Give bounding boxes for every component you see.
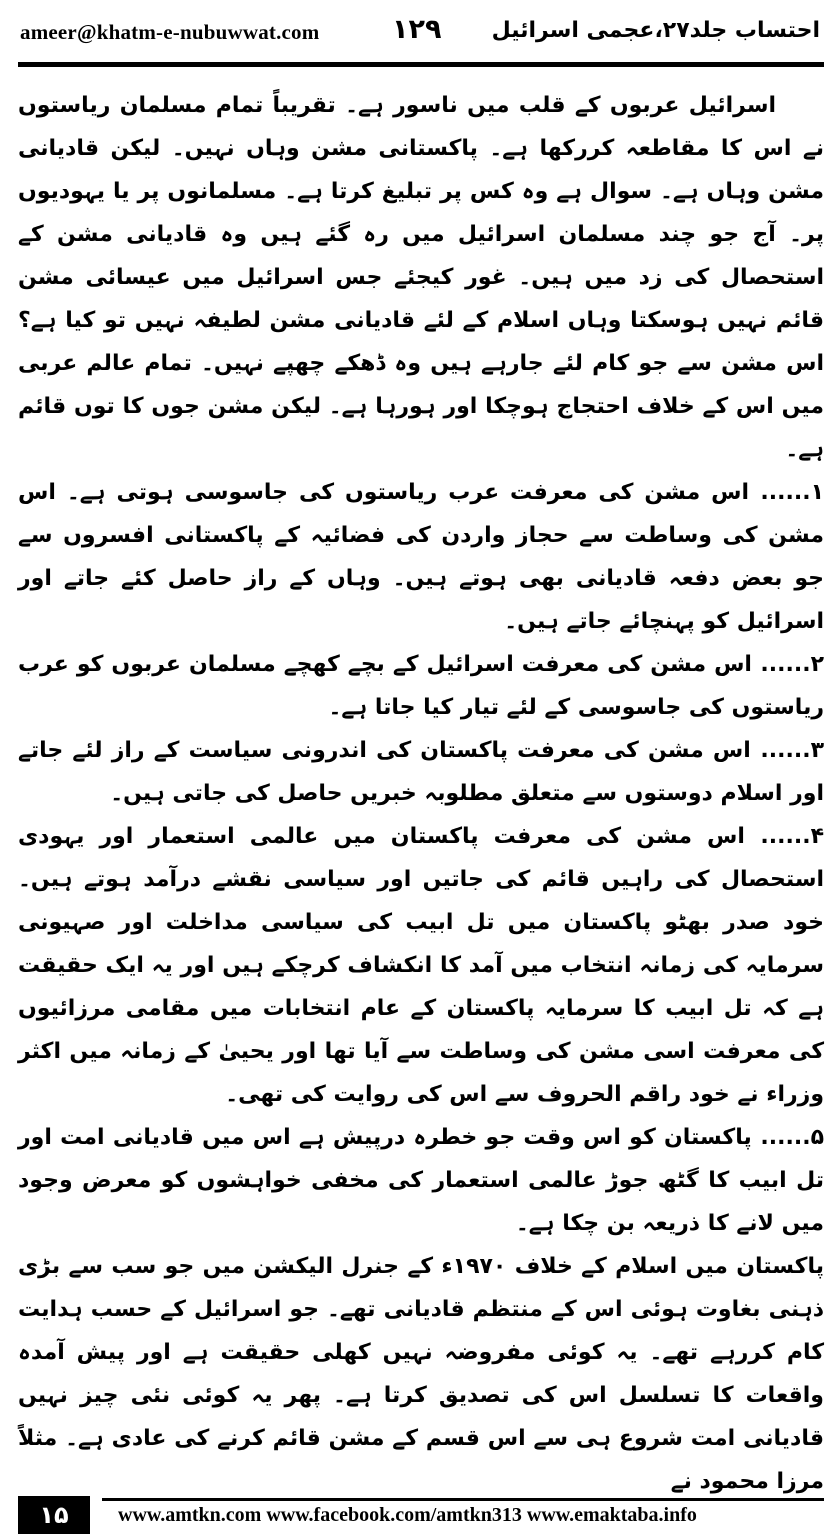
list-item-1: ۱...... اس مشن کی معرفت عرب ریاستوں کی جاسوسی ہوتی ہے۔ اس مشن کی وساطت سے حجاز واردن کی فضائیہ کے پاکستانی افسروں سے جو بعض دفعہ قادیانی بھی ہوتے ہیں۔ وہاں کے راز حاصل کئے جاتے اور اسرائیل کو پہنچائے جاتے ہیں۔ [18, 471, 824, 643]
header-rule [18, 62, 824, 67]
header-page-number: ۱۲۹ [392, 14, 442, 45]
footer-page-box: ۱۵ [18, 1496, 90, 1534]
list-item-5: ۵...... پاکستان کو اس وقت جو خطرہ درپیش ہے اس میں قادیانی امت اور تل ابیب کا گٹھ جوڑ عالمی استعمار کی مخفی خواہشوں کو معرض وجود میں لانے کا ذریعہ بن چکا ہے۔ [18, 1116, 824, 1245]
paragraph-closing: پاکستان میں اسلام کے خلاف ۱۹۷۰ء کے جنرل الیکشن میں جو سب سے بڑی ذہنی بغاوت ہوئی اس کے منتظم قادیانی تھے۔ جو اسرائیل کے حسب ہدایت کام کررہے تھے۔ یہ کوئی مفروضہ نہیں کھلی حقیقت ہے اور پیش آمدہ واقعات کا تسلسل اس کی تصدیق کرتا ہے۔ پھر یہ کوئی نئی چیز نہیں قادیانی امت شروع ہی سے اس قسم کے مشن قائم کرنے کی عادی ہے۔ مثلاً مرزا محمود نے [18, 1254, 824, 1494]
header-email: ameer@khatm-e-nubuwwat.com [20, 20, 320, 44]
body-text [18, 84, 824, 1503]
item-number: ۱...... [760, 480, 824, 505]
paragraph-intro: اسرائیل عربوں کے قلب میں ناسور ہے۔ تقریباً تمام مسلمان ریاستوں نے اس کا مقاطعہ کررکھا ہے۔ پاکستانی مشن وہاں نہیں۔ لیکن قادیانی مشن وہاں ہے۔ سوال ہے وہ کس پر تبلیغ کرتا ہے۔ مسلمانوں پر یا یہودیوں پر۔ آج جو چند مسلمان اسرائیل میں رہ گئے ہیں وہ قادیانی مشن کے استحصال کی زد میں ہیں۔ غور کیجئے جس اسرائیل میں عیسائی مشن قائم نہیں ہوسکتا وہاں اسلام کے لئے قادیانی مشن لطیفہ نہیں تو کیا ہے؟ اس مشن سے جو کام لئے جارہے ہیں وہ ڈھکے چھپے نہیں۔ تمام عالم عربی میں اس کے خلاف احتجاج ہوچکا اور ہورہا ہے۔ لیکن مشن جوں کا توں قائم ہے۔ [18, 93, 824, 462]
item-number: ۵...... [760, 1125, 824, 1150]
item-number: ۲...... [760, 652, 824, 677]
list-item-2: ۲...... اس مشن کی معرفت اسرائیل کے بچے کھچے مسلمان عربوں کو عرب ریاستوں کی جاسوسی کے لئے تیار کیا جاتا ہے۔ [18, 643, 824, 729]
page-footer [0, 1490, 840, 1540]
footer-websites: www.amtkn.com www.facebook.com/amtkn313 www.emaktaba.info [118, 1504, 697, 1526]
footer-rule [102, 1498, 824, 1501]
item-number: ۳...... [760, 738, 824, 763]
header-title: احتساب جلد۲۷،عجمی اسرائیل [491, 18, 820, 43]
page-header [0, 0, 840, 62]
list-item-3: ۳...... اس مشن کی معرفت پاکستان کی اندرونی سیاست کے راز لئے جاتے اور اسلام دوستوں سے متعلق مطلوبہ خبریں حاصل کی جاتی ہیں۔ [18, 729, 824, 815]
item-number: ۴...... [760, 824, 824, 849]
list-item-4: ۴...... اس مشن کی معرفت پاکستان میں عالمی استعمار اور یہودی استحصال کی راہیں قائم کی جاتیں اور سیاسی نقشے درآمد ہوتے ہیں۔ خود صدر بھٹو پاکستان میں تل ابیب کی سیاسی مداخلت اور صہیونی سرمایہ کی زمانہ انتخاب میں آمد کا انکشاف کرچکے ہیں اور یہ ایک حقیقت ہے کہ تل ابیب کا سرمایہ پاکستان کے عام انتخابات میں مقامی مرزائیوں کی معرفت اسی مشن کی وساطت سے آیا تھا اور یحییٰ کے زمانہ میں اکثر وزراء نے خود راقم الحروف سے اس کی روایت کی تھی۔ [18, 815, 824, 1116]
